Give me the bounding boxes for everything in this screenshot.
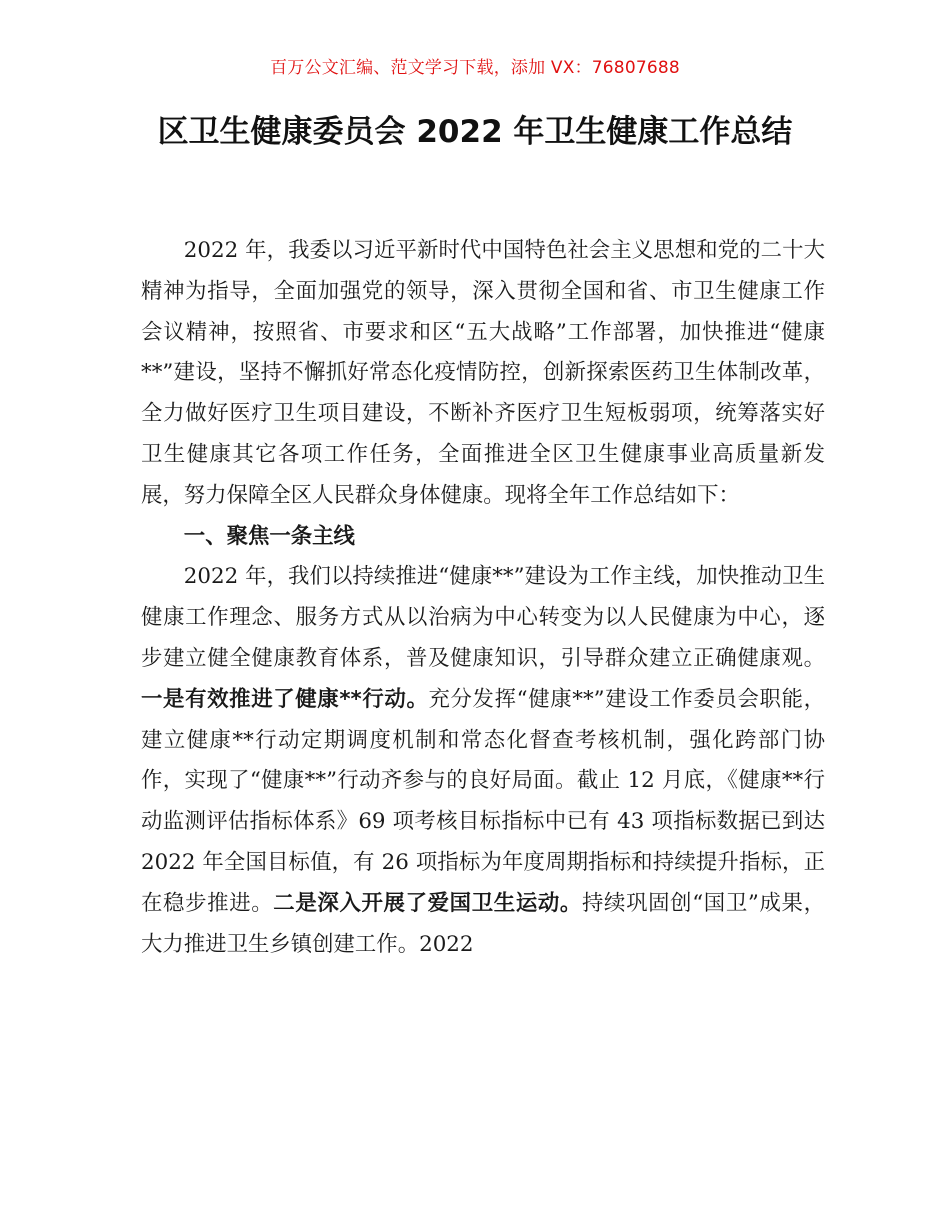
paragraph-text: 持续巩固创“国卫”成果，大力推进卫生乡镇创建工作。2022	[141, 890, 825, 957]
document-title: 区卫生健康委员会 2022 年卫生健康工作总结	[157, 114, 793, 150]
point-lead: 一是有效推进了健康**行动。	[141, 686, 429, 712]
paragraph-text: 2022 年，我们以持续推进“健康**”建设为工作主线，加快推动卫生健康工作理念、服务方式从以治病为中心转变为以人民健康为中心，逐步建立健全健康教育体系，普及健康知识，引导群众建立正确健康观。	[141, 564, 825, 671]
section-heading: 一、聚焦一条主线	[183, 523, 355, 549]
paragraph-text: 充分发挥“健康**”建设工作委员会职能，建立健康**行动定期调度机制和常态化督查考核机制，强化跨部门协作，实现了“健康**”行动齐参与的良好局面。截止 12 月底，《健康**行动监测评估指标体系》69 项考核目标指标中已有 43 项指标数据已到达 2022 年全国目标值，有 26 项指标为年度周期指标和持续提升指标，正在稳步推进。	[141, 686, 826, 916]
promo-banner: 百万公文汇编、范文学习下载，添加 VX：76807688	[270, 58, 680, 78]
section-paragraph	[141, 557, 825, 965]
intro-paragraph: 2022 年，我委以习近平新时代中国特色社会主义思想和党的二十大精神为指导，全面加强党的领导，深入贯彻全国和省、市卫生健康工作会议精神，按照省、市要求和区“五大战略”工作部署，加快推进“健康**”建设，坚持不懈抓好常态化疫情防控，创新探索医药卫生体制改革，全力做好医疗卫生项目建设，不断补齐医疗卫生短板弱项，统筹落实好卫生健康其它各项工作任务，全面推进全区卫生健康事业高质量新发展，努力保障全区人民群众身体健康。现将全年工作总结如下：	[141, 238, 825, 508]
document-body	[141, 231, 825, 965]
point-lead: 二是深入开展了爱国卫生运动。	[273, 890, 582, 916]
